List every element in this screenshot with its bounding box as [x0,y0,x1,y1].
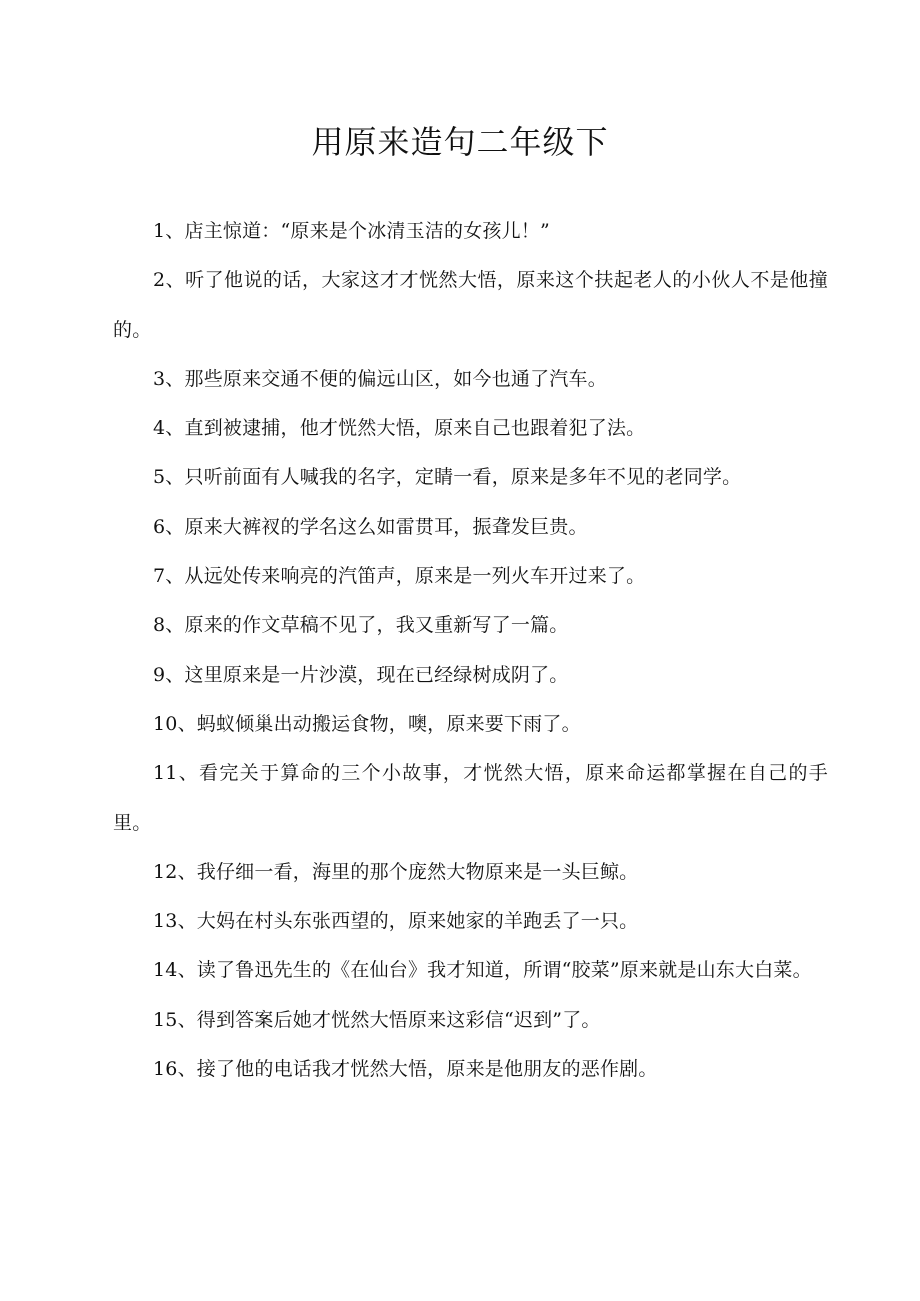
sentence-16: 16、接了他的电话我才恍然大悟，原来是他朋友的恶作剧。 [153,1058,658,1081]
sentence-10: 10、蚂蚁倾巢出动搬运食物，噢，原来要下雨了。 [153,712,581,735]
sentence-15: 15、得到答案后她才恍然大悟原来这彩信“迟到”了。 [153,1008,601,1031]
sentence-3: 3、那些原来交通不便的偏远山区，如今也通了汽车。 [153,367,607,390]
sentence-1: 1、店主惊道：“原来是个冰清玉洁的女孩儿！” [153,220,550,242]
sentence-4: 4、直到被逮捕，他才恍然大悟，原来自己也跟着犯了法。 [153,417,646,440]
sentence-11: 11、看完关于算命的三个小故事，才恍然大悟，原来命运都掌握在自己的手里。 [113,762,828,834]
sentence-6: 6、原来大裤衩的学名这么如雷贯耳，振聋发巨贵。 [153,515,588,538]
sentence-8: 8、原来的作文草稿不见了，我又重新写了一篇。 [153,614,569,637]
sentence-list [113,207,828,1094]
sentence-5: 5、只听前面有人喊我的名字，定睛一看，原来是多年不见的老同学。 [153,466,742,489]
sentence-12: 12、我仔细一看，海里的那个庞然大物原来是一头巨鲸。 [153,860,639,883]
sentence-7: 7、从远处传来响亮的汽笛声，原来是一列火车开过来了。 [153,565,646,588]
sentence-14: 14、读了鲁迅先生的《在仙台》我才知道，所谓“胶菜”原来就是山东大白菜。 [153,959,812,982]
sentence-2: 2、听了他说的话，大家这才才恍然大悟，原来这个扶起老人的小伙人不是他撞的。 [113,269,828,341]
sentence-9: 9、这里原来是一片沙漠，现在已经绿树成阴了。 [153,663,569,686]
document-title: 用原来造句二年级下 [311,123,609,161]
sentence-13: 13、大妈在村头东张西望的，原来她家的羊跑丢了一只。 [153,910,639,933]
